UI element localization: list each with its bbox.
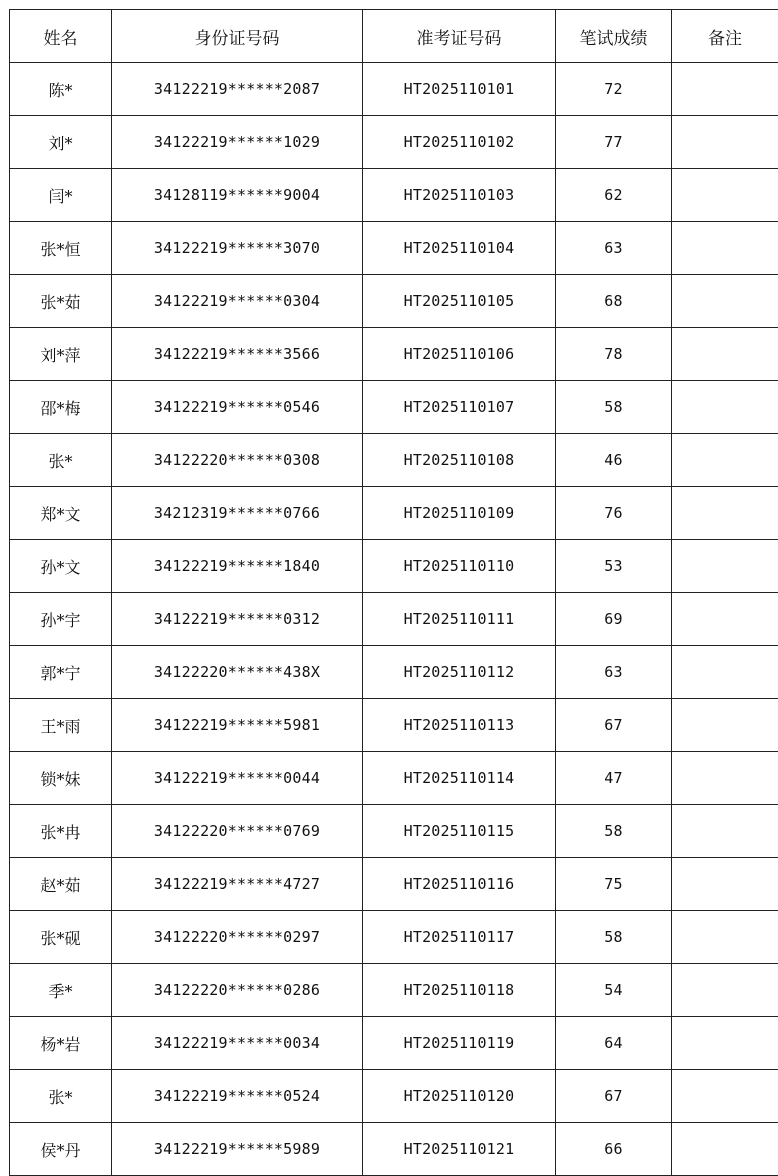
name-cell: 王*雨 bbox=[10, 699, 112, 752]
name-cell: 张* bbox=[10, 434, 112, 487]
id-number-cell: 34122219******4727 bbox=[112, 858, 363, 911]
ticket-number-cell: HT2025110110 bbox=[363, 540, 556, 593]
remarks-cell bbox=[672, 116, 778, 169]
written-score-cell: 47 bbox=[556, 752, 672, 805]
id-number-cell: 34122219******3070 bbox=[112, 222, 363, 275]
table-row bbox=[10, 1070, 778, 1123]
ticket-number-cell: HT2025110107 bbox=[363, 381, 556, 434]
written-score-cell: 58 bbox=[556, 381, 672, 434]
id-number-cell: 34122219******3566 bbox=[112, 328, 363, 381]
remarks-cell bbox=[672, 434, 778, 487]
written-score-cell: 66 bbox=[556, 1123, 672, 1176]
name-cell: 郑*文 bbox=[10, 487, 112, 540]
header-written-score: 笔试成绩 bbox=[556, 10, 672, 63]
header-ticket-number: 准考证号码 bbox=[363, 10, 556, 63]
table-row bbox=[10, 805, 778, 858]
header-id-number: 身份证号码 bbox=[112, 10, 363, 63]
remarks-cell bbox=[672, 805, 778, 858]
name-cell: 杨*岩 bbox=[10, 1017, 112, 1070]
table-row bbox=[10, 487, 778, 540]
id-number-cell: 34122220******438X bbox=[112, 646, 363, 699]
written-score-cell: 72 bbox=[556, 63, 672, 116]
ticket-number-cell: HT2025110117 bbox=[363, 911, 556, 964]
written-score-cell: 54 bbox=[556, 964, 672, 1017]
header-name: 姓名 bbox=[10, 10, 112, 63]
ticket-number-cell: HT2025110111 bbox=[363, 593, 556, 646]
remarks-cell bbox=[672, 752, 778, 805]
name-cell: 张* bbox=[10, 1070, 112, 1123]
remarks-cell bbox=[672, 1123, 778, 1176]
name-cell: 郭*宁 bbox=[10, 646, 112, 699]
table-row bbox=[10, 1017, 778, 1070]
remarks-cell bbox=[672, 1070, 778, 1123]
ticket-number-cell: HT2025110102 bbox=[363, 116, 556, 169]
id-number-cell: 34122219******1840 bbox=[112, 540, 363, 593]
written-score-cell: 58 bbox=[556, 911, 672, 964]
remarks-cell bbox=[672, 858, 778, 911]
id-number-cell: 34122219******0034 bbox=[112, 1017, 363, 1070]
id-number-cell: 34122220******0297 bbox=[112, 911, 363, 964]
table-row bbox=[10, 328, 778, 381]
name-cell: 闫* bbox=[10, 169, 112, 222]
table-row bbox=[10, 381, 778, 434]
ticket-number-cell: HT2025110114 bbox=[363, 752, 556, 805]
id-number-cell: 34122219******0546 bbox=[112, 381, 363, 434]
ticket-number-cell: HT2025110113 bbox=[363, 699, 556, 752]
id-number-cell: 34122220******0769 bbox=[112, 805, 363, 858]
ticket-number-cell: HT2025110104 bbox=[363, 222, 556, 275]
written-score-cell: 63 bbox=[556, 222, 672, 275]
remarks-cell bbox=[672, 328, 778, 381]
name-cell: 刘*萍 bbox=[10, 328, 112, 381]
name-cell: 赵*茹 bbox=[10, 858, 112, 911]
remarks-cell bbox=[672, 222, 778, 275]
written-score-cell: 76 bbox=[556, 487, 672, 540]
ticket-number-cell: HT2025110120 bbox=[363, 1070, 556, 1123]
name-cell: 张*砚 bbox=[10, 911, 112, 964]
table-row bbox=[10, 275, 778, 328]
table-row bbox=[10, 593, 778, 646]
written-score-cell: 63 bbox=[556, 646, 672, 699]
written-score-cell: 69 bbox=[556, 593, 672, 646]
written-score-cell: 53 bbox=[556, 540, 672, 593]
written-score-cell: 64 bbox=[556, 1017, 672, 1070]
name-cell: 锁*妹 bbox=[10, 752, 112, 805]
name-cell: 张*冉 bbox=[10, 805, 112, 858]
remarks-cell bbox=[672, 275, 778, 328]
written-score-cell: 67 bbox=[556, 1070, 672, 1123]
remarks-cell bbox=[672, 487, 778, 540]
id-number-cell: 34122219******0524 bbox=[112, 1070, 363, 1123]
ticket-number-cell: HT2025110101 bbox=[363, 63, 556, 116]
name-cell: 季* bbox=[10, 964, 112, 1017]
id-number-cell: 34122219******0304 bbox=[112, 275, 363, 328]
written-score-cell: 58 bbox=[556, 805, 672, 858]
table-row bbox=[10, 169, 778, 222]
ticket-number-cell: HT2025110112 bbox=[363, 646, 556, 699]
id-number-cell: 34212319******0766 bbox=[112, 487, 363, 540]
remarks-cell bbox=[672, 593, 778, 646]
ticket-number-cell: HT2025110121 bbox=[363, 1123, 556, 1176]
table-row bbox=[10, 1123, 778, 1176]
table-row bbox=[10, 116, 778, 169]
remarks-cell bbox=[672, 699, 778, 752]
id-number-cell: 34122220******0286 bbox=[112, 964, 363, 1017]
written-score-cell: 68 bbox=[556, 275, 672, 328]
written-score-cell: 67 bbox=[556, 699, 672, 752]
ticket-number-cell: HT2025110115 bbox=[363, 805, 556, 858]
ticket-number-cell: HT2025110118 bbox=[363, 964, 556, 1017]
table-row bbox=[10, 434, 778, 487]
table-row bbox=[10, 646, 778, 699]
table-row bbox=[10, 63, 778, 116]
remarks-cell bbox=[672, 540, 778, 593]
id-number-cell: 34122219******1029 bbox=[112, 116, 363, 169]
table-row bbox=[10, 911, 778, 964]
remarks-cell bbox=[672, 169, 778, 222]
table-row bbox=[10, 699, 778, 752]
id-number-cell: 34122220******0308 bbox=[112, 434, 363, 487]
name-cell: 侯*丹 bbox=[10, 1123, 112, 1176]
id-number-cell: 34122219******0044 bbox=[112, 752, 363, 805]
name-cell: 张*恒 bbox=[10, 222, 112, 275]
header-remarks: 备注 bbox=[672, 10, 778, 63]
remarks-cell bbox=[672, 63, 778, 116]
ticket-number-cell: HT2025110109 bbox=[363, 487, 556, 540]
remarks-cell bbox=[672, 964, 778, 1017]
remarks-cell bbox=[672, 1017, 778, 1070]
written-score-cell: 75 bbox=[556, 858, 672, 911]
name-cell: 刘* bbox=[10, 116, 112, 169]
name-cell: 邵*梅 bbox=[10, 381, 112, 434]
table-row bbox=[10, 752, 778, 805]
written-score-cell: 62 bbox=[556, 169, 672, 222]
header-row bbox=[10, 10, 778, 63]
ticket-number-cell: HT2025110106 bbox=[363, 328, 556, 381]
name-cell: 孙*文 bbox=[10, 540, 112, 593]
table-row bbox=[10, 964, 778, 1017]
written-score-cell: 78 bbox=[556, 328, 672, 381]
ticket-number-cell: HT2025110119 bbox=[363, 1017, 556, 1070]
name-cell: 孙*宇 bbox=[10, 593, 112, 646]
written-score-cell: 77 bbox=[556, 116, 672, 169]
remarks-cell bbox=[672, 646, 778, 699]
written-score-cell: 46 bbox=[556, 434, 672, 487]
remarks-cell bbox=[672, 381, 778, 434]
remarks-cell bbox=[672, 911, 778, 964]
table-row bbox=[10, 222, 778, 275]
name-cell: 张*茹 bbox=[10, 275, 112, 328]
id-number-cell: 34122219******2087 bbox=[112, 63, 363, 116]
table-row bbox=[10, 540, 778, 593]
score-table bbox=[9, 9, 778, 1176]
table-body bbox=[10, 63, 778, 1176]
table-row bbox=[10, 858, 778, 911]
ticket-number-cell: HT2025110105 bbox=[363, 275, 556, 328]
id-number-cell: 34128119******9004 bbox=[112, 169, 363, 222]
name-cell: 陈* bbox=[10, 63, 112, 116]
ticket-number-cell: HT2025110116 bbox=[363, 858, 556, 911]
id-number-cell: 34122219******5989 bbox=[112, 1123, 363, 1176]
ticket-number-cell: HT2025110108 bbox=[363, 434, 556, 487]
ticket-number-cell: HT2025110103 bbox=[363, 169, 556, 222]
id-number-cell: 34122219******0312 bbox=[112, 593, 363, 646]
id-number-cell: 34122219******5981 bbox=[112, 699, 363, 752]
